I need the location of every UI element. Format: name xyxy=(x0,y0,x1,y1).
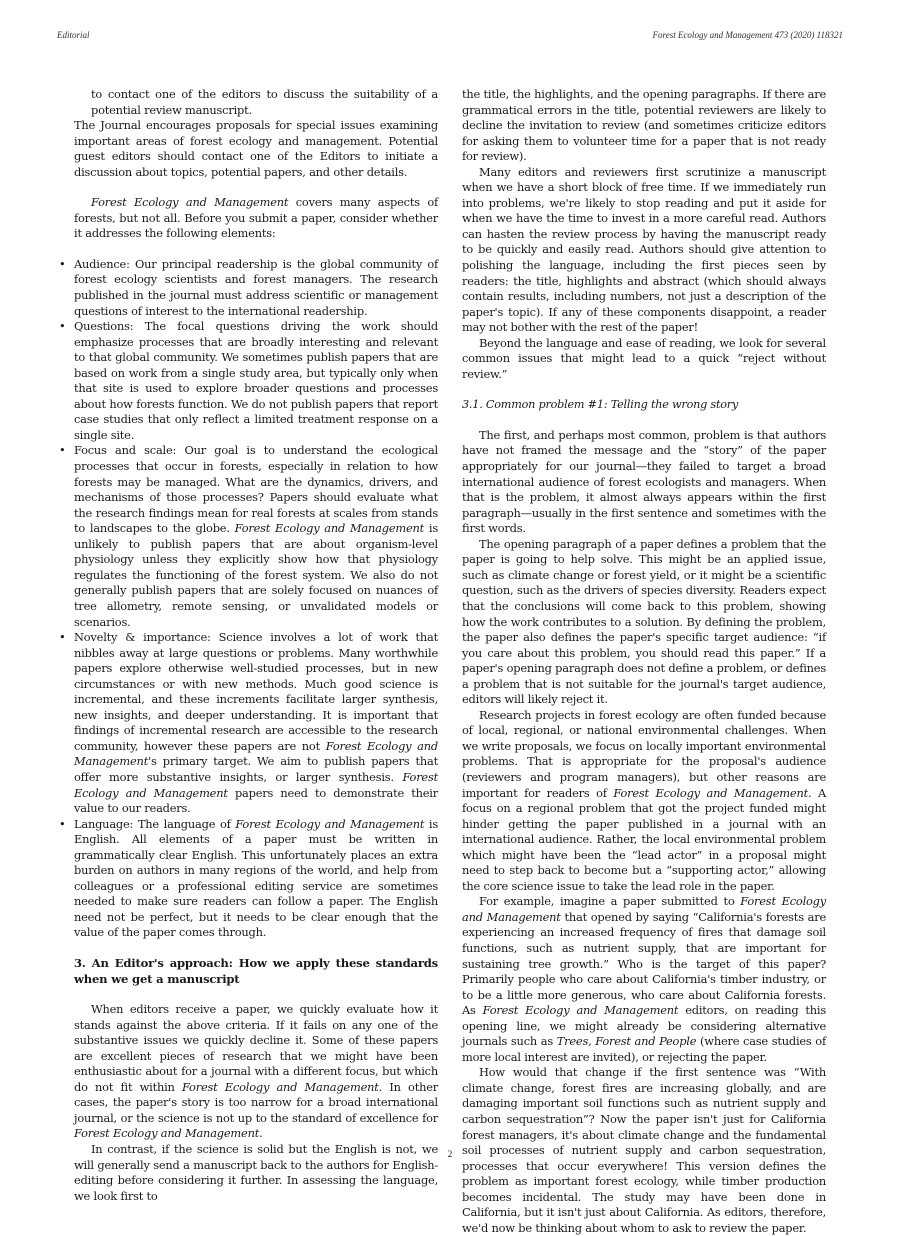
list-item: • Focus and scale: Our goal is to understand the ecological processes that occur in forests, especially in relation to how forests may be managed. What are the dynamics, drivers, and mechanisms of those processes? Papers should evaluate what the research findings mean for real forests at scales from stands to landscapes to the globe. Forest Ecology and Management is unlikely to publish papers that are about organism-level physiology unless they explicitly show how that physiology regulates the functioning of the forest system. We also do not generally publish papers that are solely focused on nuances of tree allometry, remote sensing, or unvalidated models or scenarios. xyxy=(59,443,438,629)
paragraph: Beyond the language and ease of reading, we look for several common issues that might lead to a quick “reject without review.” xyxy=(462,335,826,381)
list-item: • Novelty & importance: Science involves a lot of work that nibbles away at large questions or problems. Many worthwhile papers explore otherwise well-studied processes, but in new circumstances or with new methods. Much good science is incremental, and these increments facilitate larger synthesis, new insights, and deeper understanding. It is important that findings of incremental research are accessible to the research community, however these papers are not Forest Ecology and Management's primary target. We aim to publish papers that offer more substantive insights, or larger synthesis. Forest Ecology and Management papers need to demonstrate their value to our readers. xyxy=(59,630,438,816)
list-item: • Language: The language of Forest Ecology and Management is English. All elements of a paper must be written in grammatically clear English. This unfortunately places an extra burden on authors in many regions of the world, and help from colleagues or a professional editing service are sometimes needed to make sure readers can follow a paper. The English need not be perfect, but it needs to be clear enough that the value of the paper comes through. xyxy=(59,816,438,940)
paragraph: How would that change if the first sentence was “With climate change, forest fires are increasing globally, and are damaging important soil functions such as nutrient supply and carbon sequestration”? Now the paper isn't just for California forest managers, it's about climate change and the fundamental soil processes of nutrient supply and carbon sequestration, processes that occur everywhere! This version defines the problem as important forest ecology, while timber production becomes incidental. The study may have been done in California, but it isn't just about California. As editors, therefore, we'd now be thinking about whom to ask to review the paper. xyxy=(462,1065,826,1235)
page-number: 2 xyxy=(447,1150,453,1160)
paragraph: When editors receive a paper, we quickly evaluate how it stands against the above criteria. If it fails on any one of the substantive issues we quickly decline it. Some of these papers are excellent pieces of research that we might have been enthusiastic about for a journal with a different focus, but which do not fit within Forest Ecology and Management. In other cases, the paper's story is too narrow for a broad international journal, or the science is not up to the standard of excellence for Forest Ecology and Management. xyxy=(74,1002,438,1141)
journal-name: Forest Ecology and Management xyxy=(91,195,289,210)
paragraph: The opening paragraph of a paper defines a problem that the paper is going to help solve. This might be an applied issue, such as climate change or forest yield, or it might be a scientific question, such as the drivers of species diversity. Readers expect that the conclusions will come back to this problem, showing how the work contributes to a solution. By defining the problem, the paper also defines the paper's specific target audience: “if you care about this problem, you should read this paper.” If a paper's opening paragraph does not define a problem, or defines a problem that is not suitable for the journal's target audience, editors will likely reject it. xyxy=(462,536,826,707)
list-item: • Questions: The focal questions driving the work should emphasize processes that are broadly interesting and relevant to that global community. We sometimes publish papers that are based on work from a single study area, but typically only when that site is used to explore broader questions and processes about how forests function. We do not publish papers that report case studies that only reflect a limited treatment response on a single site. xyxy=(59,319,438,442)
subsection-heading: 3.1. Common problem #1: Telling the wrong story xyxy=(462,398,739,412)
paragraph: Forest Ecology and Management covers many aspects of forests, but not all. Before you submit a paper, consider whether it addresses the following elements: xyxy=(74,195,439,241)
paragraph: Research projects in forest ecology are often funded because of local, regional, or national environmental challenges. When we write proposals, we focus on locally important environmental problems. That is appropriate for the proposal's audience (reviewers and program managers), but other reasons are important for readers of Forest Ecology and Management. A focus on a regional problem that got the project funded might hinder getting the paper published in a journal with an international audience. Rather, the local environmental problem which might have been the “lead actor” in a proposal might need to step back to become but a “supporting actor,” allowing the core science issue to take the lead role in the paper. xyxy=(462,707,827,893)
paragraph: The Journal encourages proposals for special issues examining important areas of forest ecology and management. Potential guest editors should contact one of the Editors to initiate a discussion about topics, potential papers, and other details. xyxy=(74,118,438,179)
running-head xyxy=(57,30,843,44)
paragraph: to contact one of the editors to discuss the suitability of a potential review manuscript. xyxy=(91,87,438,117)
right-column xyxy=(462,87,826,1236)
list-item: • Audience: Our principal readership is the global community of forest ecology scientists and forest managers. The research published in the journal must address scientific or management questions of interest to the international readership. xyxy=(59,256,438,318)
running-head-citation: Forest Ecology and Management 473 (2020) 118321 xyxy=(652,30,843,40)
criteria-list xyxy=(59,256,438,941)
left-column xyxy=(59,87,439,1204)
paragraph: For example, imagine a paper submitted to Forest Ecology and Management that opened by saying “California's forests are experiencing an increased frequency of fires that damage soil functions, such as nutrient supply, that are important for sustaining tree growth.” Who is the target of this paper? Primarily people who care about California's timber industry, or to be a little more generous, who care about California forests. As Forest Ecology and Management editors, on reading this opening line, we might already be considering alternative journals such as Trees, Forest and People (where case studies of more local interest are invited), or rejecting the paper. xyxy=(462,894,827,1064)
paragraph: Many editors and reviewers first scrutinize a manuscript when we have a short block of free time. If we immediately run into problems, we're likely to stop reading and put it aside for when we have the time to invest in a more careful read. Authors can hasten the review process by having the manuscript ready to be quickly and easily read. Authors should give attention to polishing the language, including the first pieces seen by readers: the title, highlights and abstract (which should always contain results, including numbers, not just a description of the paper's topic). If any of these components disappoint, a reader may not bother with the rest of the paper! xyxy=(462,164,826,335)
paragraph: In contrast, if the science is solid but the English is not, we will generally send a manuscript back to the authors for English-editing before considering it further. In assessing the language, we look first to xyxy=(74,1142,438,1203)
section-heading: 3. An Editor's approach: How we apply these standards when we get a manuscript xyxy=(74,955,438,986)
paragraph: the title, the highlights, and the opening paragraphs. If there are grammatical errors in the title, potential reviewers are likely to decline the invitation to review (and sometimes criticize editors for asking them to volunteer time for a paper that is not ready for review). xyxy=(462,87,826,164)
running-head-section: Editorial xyxy=(57,30,90,40)
paragraph: The first, and perhaps most common, problem is that authors have not framed the message and the “story” of the paper appropriately for our journal—they failed to target a broad international audience of forest ecologists and managers. When that is the problem, it almost always appears within the first paragraph—usually in the first sentence and sometimes with the first words. xyxy=(462,427,826,536)
